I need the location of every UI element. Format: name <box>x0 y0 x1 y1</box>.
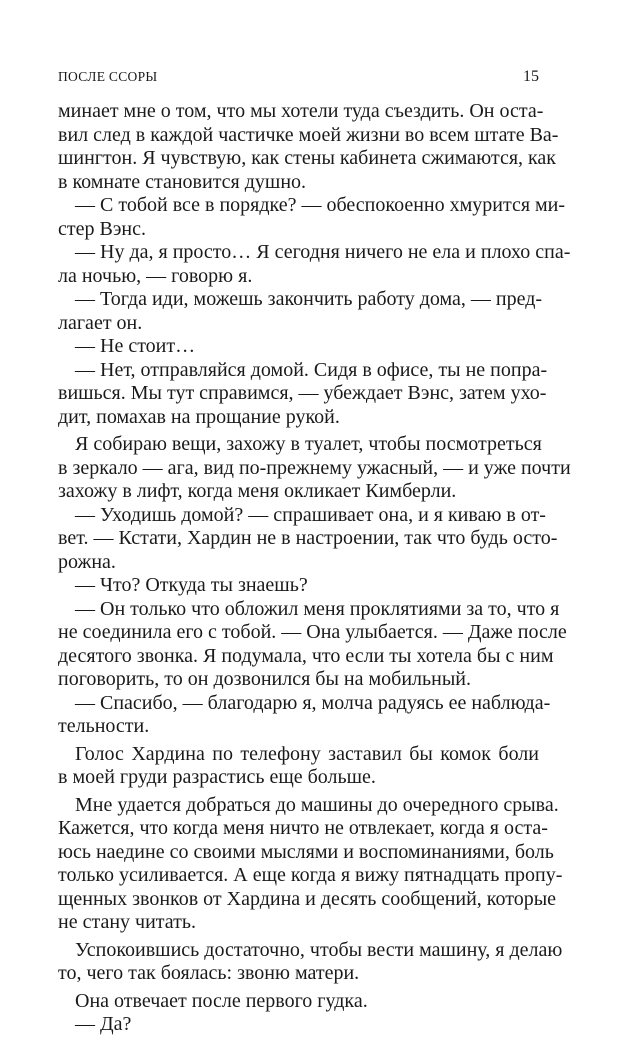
text-line: стер Вэнс. <box>58 217 146 240</box>
text-line: Кажется, что когда меня ничто не отвлекает, когда я оста- <box>58 817 548 839</box>
text-line: лагает он. <box>58 311 143 334</box>
text-line: щенных звонков от Хардина и десять сообщений, которые <box>58 887 557 910</box>
text-line: — Ну да, я просто… Я сегодня ничего не ела и плохо спа- <box>75 241 571 263</box>
text-line: — Нет, отправляйся домой. Сидя в офисе, ты не попра- <box>75 358 548 381</box>
text-line: — Уходишь домой? — спрашивает она, и я киваю в от- <box>75 503 546 526</box>
page-number: 15 <box>523 68 539 85</box>
text-line: — Что? Откуда ты знаешь? <box>75 574 308 596</box>
text-line: — Спасибо, — благодарю я, молча радуясь ее наблюда- <box>75 691 551 714</box>
running-head <box>58 68 539 88</box>
text-line: Мне удается добраться до машины до очередного срыва. <box>75 793 559 816</box>
text-line: шингтон. Я чувствую, как стены кабинета сжимаются, как <box>58 147 557 169</box>
text-line: вишься. Мы тут справимся, — убеждает Вэнс, затем ухо- <box>58 382 547 404</box>
text-line: десятого звонка. Я подумала, что если ты хотела бы с ним <box>58 644 554 667</box>
text-line: ла ночью, — говорю я. <box>58 264 253 287</box>
text-line: Я собираю вещи, захожу в туалет, чтобы посмотреться <box>75 433 542 455</box>
text-line: вил след в каждой частичке моей жизни во всем штате Ва- <box>58 123 559 146</box>
text-line: — Не стоит… <box>75 335 196 357</box>
text-line: Она отвечает после первого гудка. <box>75 989 368 1012</box>
text-line: минает мне о том, что мы хотели туда съездить. Он оста- <box>58 100 544 122</box>
text-line: в моей груди разрастись еще больше. <box>58 766 376 788</box>
text-line: — С тобой все в порядке? — обеспокоенно хмурится ми- <box>75 194 566 216</box>
text-line: в комнате становится душно. <box>58 170 307 193</box>
text-line: только усиливается. А еще когда я вижу пятнадцать пропу- <box>58 864 563 886</box>
text-line: юсь наедине со своими мыслями и воспоминаниями, боль <box>58 840 554 863</box>
text-line: тельности. <box>58 715 150 737</box>
text-line: Успокоившись достаточно, чтобы вести машину, я делаю <box>75 938 563 961</box>
body-text <box>58 100 571 1037</box>
text-line: рожна. <box>58 550 116 573</box>
text-line: захожу в лифт, когда меня окликает Кимберли. <box>58 480 457 502</box>
text-line: поговорить, то он дозвонился бы на мобильный. <box>58 668 471 690</box>
text-line: — Он только что обложил меня проклятиями за то, что я <box>75 597 560 620</box>
text-line: не соединила его с тобой. — Она улыбается. — Даже после <box>58 621 567 643</box>
text-line: — Тогда иди, можешь закончить работу дома, — пред- <box>75 288 543 310</box>
text-line: Голос Хардина по телефону заставил бы комок боли <box>75 742 539 765</box>
text-line: дит, помахав на прощание рукой. <box>58 405 340 428</box>
text-line: вет. — Кстати, Хардин не в настроении, так что будь осто- <box>58 527 558 549</box>
text-line: то, чего так боялась: звоню матери. <box>58 962 360 984</box>
text-line: не стану читать. <box>58 911 196 933</box>
text-line: — Да? <box>75 1013 132 1035</box>
running-title: ПОСЛЕ ССОРЫ <box>58 69 158 84</box>
text-line: в зеркало — ага, вид по-прежнему ужасный, — и уже почти <box>58 456 571 479</box>
